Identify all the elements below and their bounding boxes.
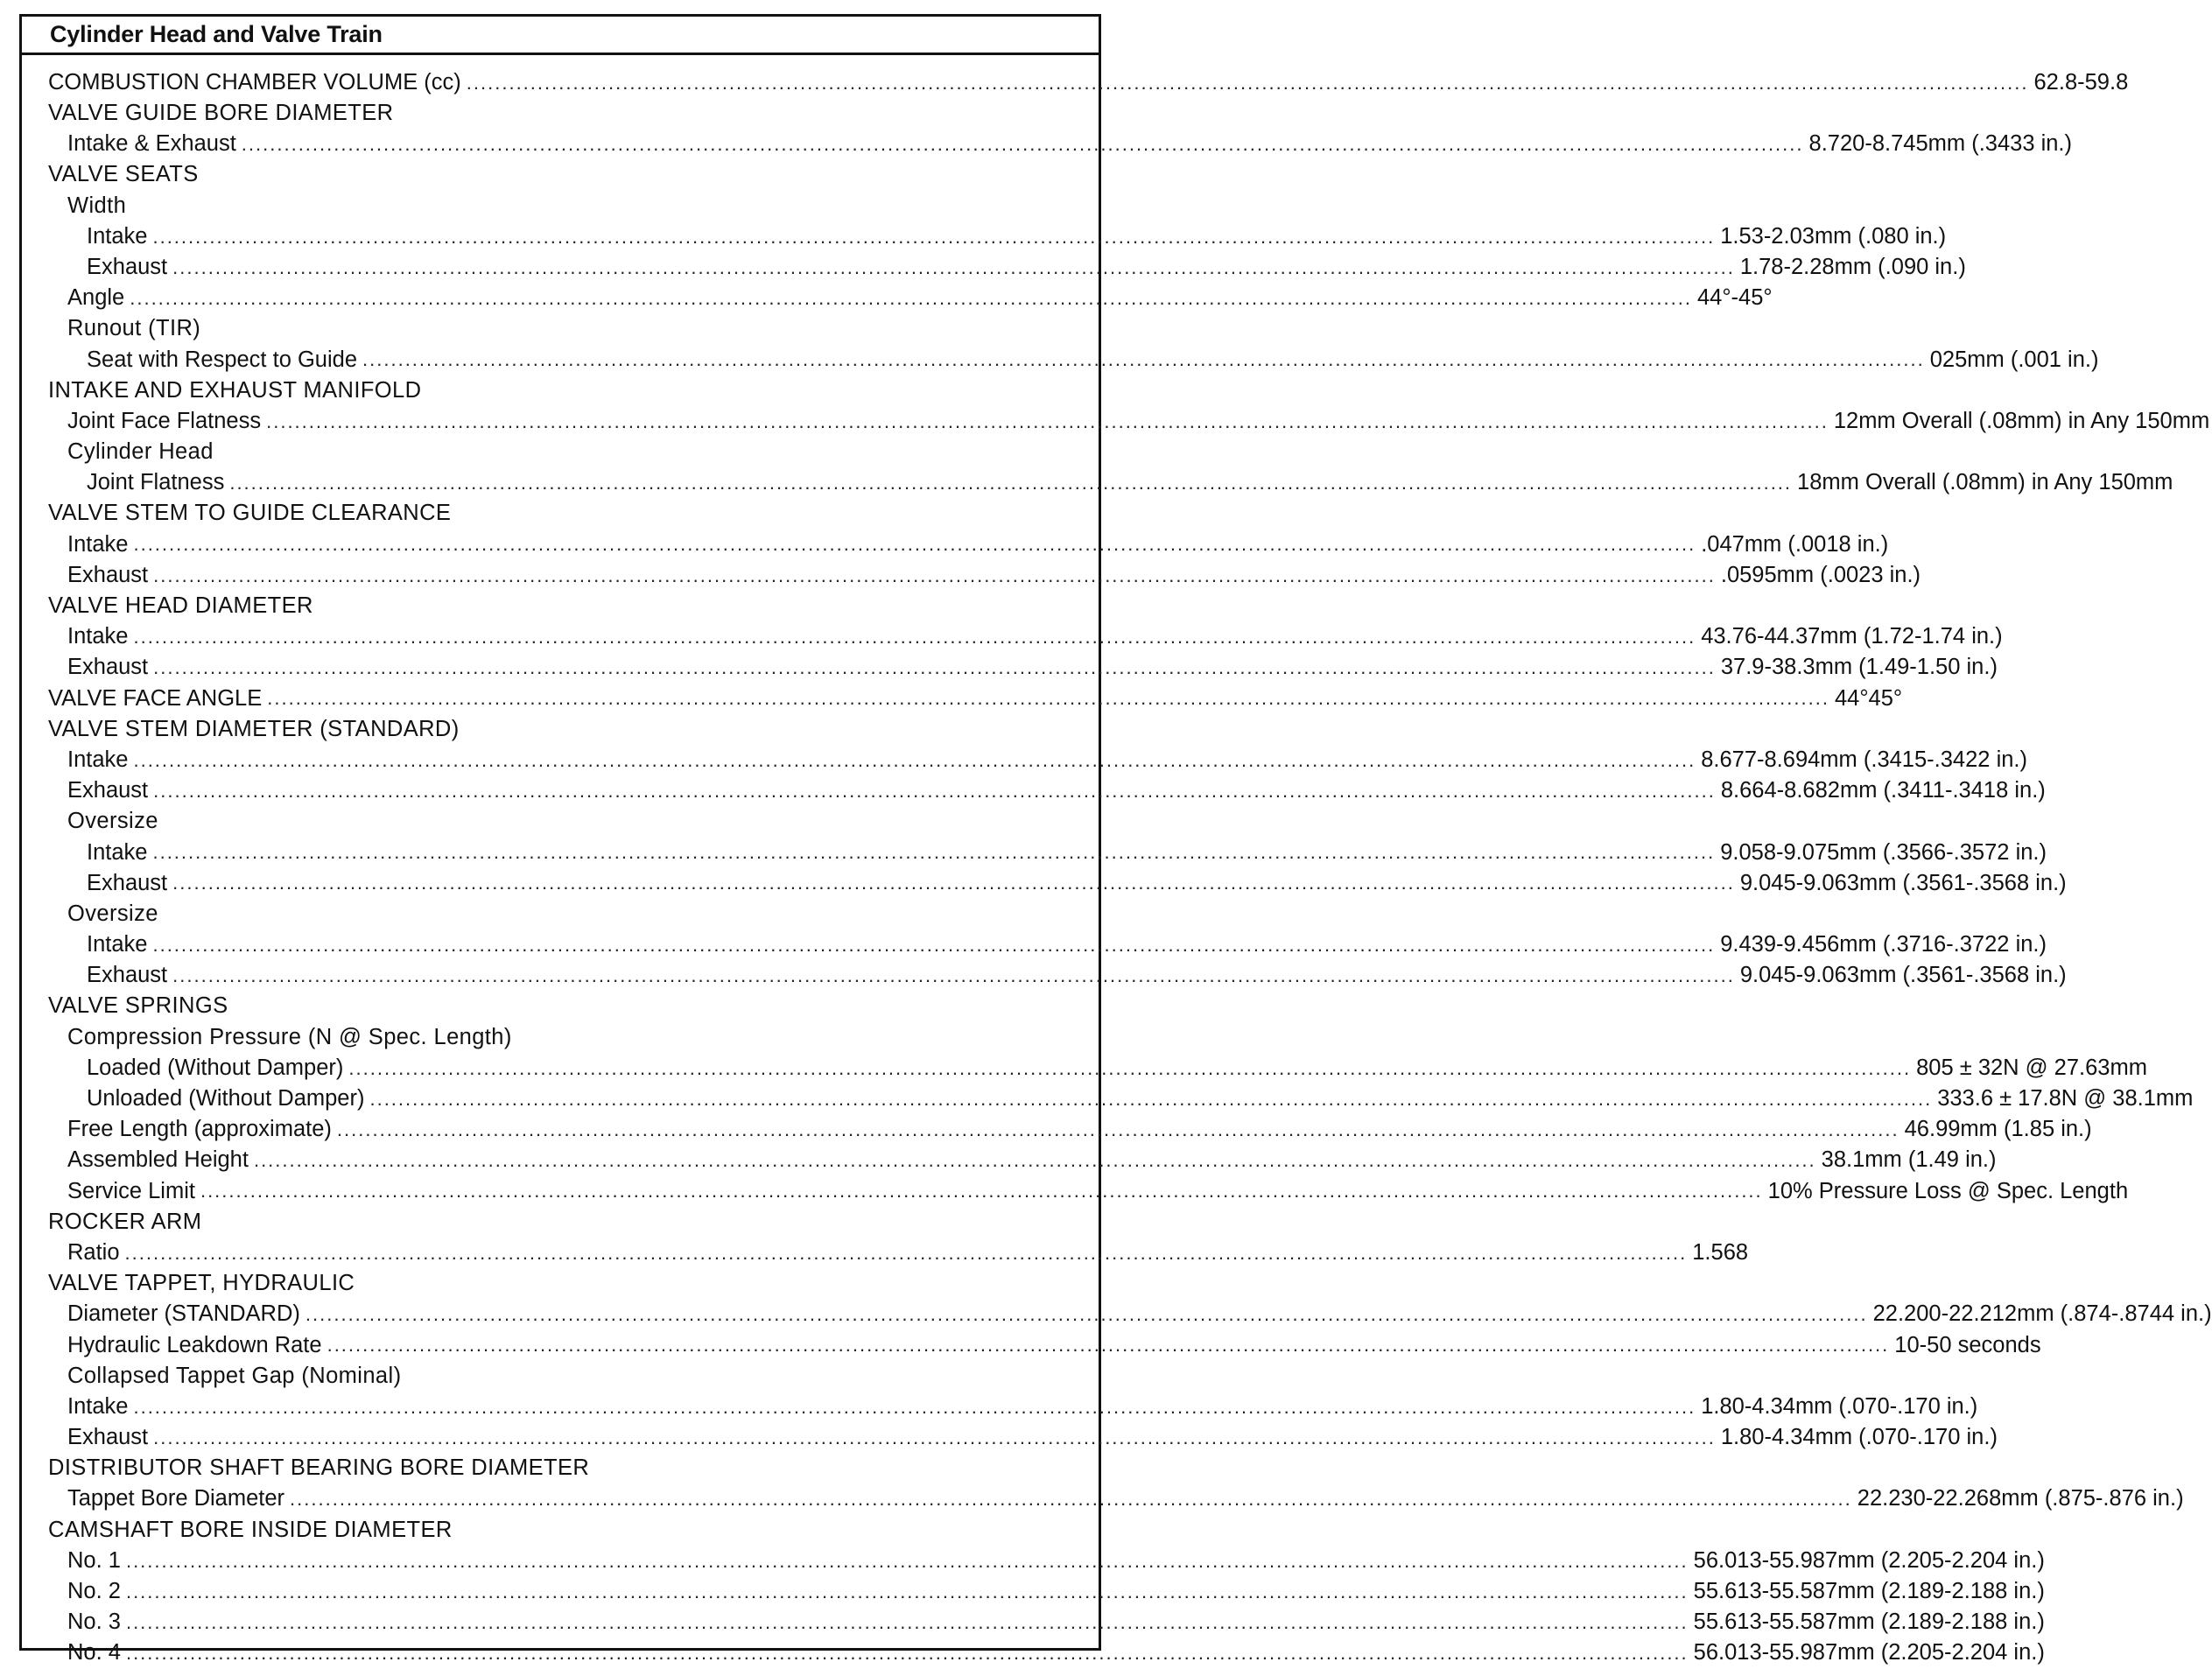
spec-row <box>22 499 1099 529</box>
dot-leader: ............................................................................................................................................................................................................................ <box>153 779 1716 802</box>
spec-value: 1.53-2.03mm (.080 in.) <box>1720 223 1947 249</box>
spec-value: 8.720-8.745mm (.3433 in.) <box>1808 131 2073 157</box>
spec-label: Intake <box>67 747 129 772</box>
spec-value: 9.045-9.063mm (.3561-.3568 in.) <box>1739 870 2067 895</box>
spec-label: Loaded (Without Damper) <box>87 1055 344 1080</box>
dot-leader: ............................................................................................................................................................................................................................ <box>172 256 1735 278</box>
spec-value: 1.568 <box>1692 1239 1749 1265</box>
spec-value: .0595mm (.0023 in.) <box>1720 562 1921 587</box>
spec-label: COMBUSTION CHAMBER VOLUME (cc) <box>48 69 461 95</box>
dot-leader: ............................................................................................................................................................................................................................ <box>267 687 1829 710</box>
spec-row <box>22 1207 1099 1238</box>
spec-row <box>22 1053 2147 1083</box>
dot-leader: ............................................................................................................................................................................................................................ <box>130 286 1692 309</box>
spec-label: Oversize <box>67 809 158 834</box>
spec-label: Intake & Exhaust <box>67 131 236 157</box>
dot-leader: ............................................................................................................................................................................................................................ <box>327 1334 1890 1357</box>
dot-leader: ............................................................................................................................................................................................................................ <box>133 748 1696 771</box>
spec-row <box>22 529 1889 560</box>
spec-label: VALVE STEM TO GUIDE CLEARANCE <box>48 501 452 526</box>
spec-label: Oversize <box>67 901 158 926</box>
spec-value: 56.013-55.987mm (2.205-2.204 in.) <box>1693 1640 2045 1665</box>
spec-label: Runout (TIR) <box>67 316 201 341</box>
table-title: Cylinder Head and Valve Train <box>22 17 1099 55</box>
spec-row <box>22 221 1947 252</box>
spec-value: 9.058-9.075mm (.3566-.3572 in.) <box>1720 839 2047 865</box>
dot-leader: ............................................................................................................................................................................................................................ <box>200 1180 1763 1203</box>
dot-leader: ............................................................................................................................................................................................................................ <box>133 533 1696 556</box>
dot-leader: ............................................................................................................................................................................................................................ <box>172 872 1735 894</box>
dot-leader: ............................................................................................................................................................................................................................ <box>266 410 1829 432</box>
dot-leader: ............................................................................................................................................................................................................................ <box>369 1087 1933 1110</box>
spec-row <box>22 1453 1099 1483</box>
spec-label: VALVE FACE ANGLE <box>48 685 263 711</box>
dot-leader: ............................................................................................................................................................................................................................ <box>229 472 1793 494</box>
spec-value: 38.1mm (1.49 in.) <box>1821 1147 1997 1173</box>
dot-leader: ............................................................................................................................................................................................................................ <box>305 1303 1868 1326</box>
spec-row <box>22 314 1099 345</box>
spec-value: 8.677-8.694mm (.3415-.3422 in.) <box>1701 747 2027 772</box>
spec-value: 9.439-9.456mm (.3716-.3722 in.) <box>1720 932 2047 957</box>
spec-label: Intake <box>67 624 129 649</box>
spec-label: Intake <box>87 839 148 865</box>
dot-leader: ............................................................................................................................................................................................................................ <box>152 225 1716 248</box>
spec-row <box>22 1083 2194 1114</box>
spec-label: VALVE STEM DIAMETER (STANDARD) <box>48 716 460 741</box>
spec-value: 1.80-4.34mm (.070-.170 in.) <box>1701 1393 1978 1419</box>
spec-row <box>22 838 2047 868</box>
spec-label: VALVE TAPPET, HYDRAULIC <box>48 1271 355 1296</box>
dot-leader: ............................................................................................................................................................................................................................ <box>124 1241 1688 1264</box>
spec-row <box>22 560 1921 591</box>
spec-label: VALVE SEATS <box>48 162 199 187</box>
spec-value: 44°45° <box>1834 685 1903 711</box>
spec-row <box>22 191 1099 221</box>
spec-row <box>22 899 1099 929</box>
dot-leader: ............................................................................................................................................................................................................................ <box>466 71 2029 94</box>
dot-leader: ............................................................................................................................................................................................................................ <box>336 1118 1900 1140</box>
spec-row <box>22 1268 1099 1299</box>
spec-row <box>22 714 1099 745</box>
dot-leader: ............................................................................................................................................................................................................................ <box>153 656 1716 679</box>
spec-label: Diameter (STANDARD) <box>67 1301 300 1327</box>
spec-label: Assembled Height <box>67 1147 249 1173</box>
spec-row <box>22 98 1099 129</box>
spec-row <box>22 684 1903 714</box>
spec-label: VALVE GUIDE BORE DIAMETER <box>48 101 394 126</box>
spec-row <box>22 129 2073 159</box>
spec-label: No. 1 <box>67 1547 121 1573</box>
dot-leader: ............................................................................................................................................................................................................................ <box>125 1610 1689 1633</box>
spec-rows <box>22 67 2212 1669</box>
spec-value: 1.78-2.28mm (.090 in.) <box>1739 254 1966 279</box>
dot-leader: ............................................................................................................................................................................................................................ <box>125 1580 1689 1602</box>
spec-row <box>22 1576 2045 1607</box>
dot-leader: ............................................................................................................................................................................................................................ <box>172 964 1735 987</box>
spec-row <box>22 252 1966 283</box>
spec-label: Exhaust <box>67 1425 149 1450</box>
spec-value: 55.613-55.587mm (2.189-2.188 in.) <box>1693 1579 2045 1604</box>
spec-label: Angle <box>67 285 125 311</box>
spec-row <box>22 406 2210 437</box>
spec-table <box>19 14 2212 1665</box>
dot-leader: ............................................................................................................................................................................................................................ <box>125 1549 1689 1572</box>
spec-label: Intake <box>67 531 129 557</box>
spec-row <box>22 653 1998 684</box>
spec-label: Exhaust <box>67 562 149 587</box>
spec-label: No. 2 <box>67 1579 121 1604</box>
spec-row <box>22 1515 1099 1546</box>
spec-label: No. 3 <box>67 1609 121 1635</box>
spec-label: VALVE HEAD DIAMETER <box>48 593 313 619</box>
spec-value: 1.80-4.34mm (.070-.170 in.) <box>1720 1425 1998 1450</box>
spec-label: VALVE SPRINGS <box>48 993 228 1019</box>
spec-value: 37.9-38.3mm (1.49-1.50 in.) <box>1720 655 1998 680</box>
spec-row <box>22 992 1099 1022</box>
spec-row <box>22 437 1099 467</box>
spec-label: Tappet Bore Diameter <box>67 1486 285 1511</box>
spec-value: .047mm (.0018 in.) <box>1701 531 1889 557</box>
spec-label: Service Limit <box>67 1178 195 1203</box>
dot-leader: ............................................................................................................................................................................................................................ <box>253 1149 1816 1172</box>
dot-leader: ............................................................................................................................................................................................................................ <box>152 933 1716 956</box>
spec-label: Collapsed Tappet Gap (Nominal) <box>67 1363 402 1388</box>
spec-row <box>22 1238 1749 1268</box>
spec-value: 44°-45° <box>1696 285 1773 311</box>
spec-label: Intake <box>87 223 148 249</box>
dot-leader: ............................................................................................................................................................................................................................ <box>362 348 1925 371</box>
spec-row <box>22 745 2027 775</box>
spec-value: 46.99mm (1.85 in.) <box>1904 1117 2092 1142</box>
spec-value: 9.045-9.063mm (.3561-.3568 in.) <box>1739 963 2067 988</box>
dot-leader: ............................................................................................................................................................................................................................ <box>133 1395 1696 1418</box>
spec-label: Exhaust <box>67 655 149 680</box>
spec-row <box>22 1484 2184 1515</box>
spec-row <box>22 1361 1099 1392</box>
spec-label: Hydraulic Leakdown Rate <box>67 1332 322 1357</box>
spec-label: CAMSHAFT BORE INSIDE DIAMETER <box>48 1517 453 1542</box>
spec-row <box>22 1022 1099 1053</box>
dot-leader: ............................................................................................................................................................................................................................ <box>152 841 1716 864</box>
dot-leader: ............................................................................................................................................................................................................................ <box>153 1426 1716 1448</box>
spec-row <box>22 929 2047 960</box>
spec-row <box>22 1422 1998 1453</box>
spec-row <box>22 960 2067 991</box>
spec-row <box>22 67 2129 98</box>
spec-label: Unloaded (Without Damper) <box>87 1086 365 1111</box>
spec-label: Joint Face Flatness <box>67 408 262 433</box>
spec-row <box>22 1114 2092 1145</box>
spec-label: Seat with Respect to Guide <box>87 347 358 372</box>
dot-leader: ............................................................................................................................................................................................................................ <box>241 132 1804 155</box>
spec-row <box>22 621 2003 652</box>
spec-row <box>22 1638 2045 1669</box>
spec-label: No. 4 <box>67 1640 121 1665</box>
spec-row <box>22 1300 2212 1330</box>
spec-label: Cylinder Head <box>67 439 214 465</box>
spec-row <box>22 375 1099 406</box>
spec-value: 12mm Overall (.08mm) in Any 150mm <box>1833 408 2210 433</box>
spec-label: Joint Flatness <box>87 470 225 495</box>
spec-label: Exhaust <box>87 963 168 988</box>
spec-value: 025mm (.001 in.) <box>1929 347 2099 372</box>
spec-row <box>22 160 1099 191</box>
spec-row <box>22 1546 2045 1576</box>
spec-row <box>22 283 1773 313</box>
spec-label: Compression Pressure (N @ Spec. Length) <box>67 1024 512 1049</box>
spec-row <box>22 1146 1997 1176</box>
spec-value: 18mm Overall (.08mm) in Any 150mm <box>1797 470 2173 495</box>
spec-row <box>22 591 1099 621</box>
spec-row <box>22 345 2099 375</box>
spec-label: Width <box>67 193 127 218</box>
spec-label: Intake <box>67 1393 129 1419</box>
spec-row <box>22 1176 2129 1207</box>
dot-leader: ............................................................................................................................................................................................................................ <box>348 1056 1912 1079</box>
spec-label: Free Length (approximate) <box>67 1117 332 1142</box>
spec-label: Exhaust <box>67 778 149 803</box>
spec-value: 805 ± 32N @ 27.63mm <box>1916 1055 2147 1080</box>
spec-value: 55.613-55.587mm (2.189-2.188 in.) <box>1693 1609 2045 1635</box>
spec-row <box>22 467 2173 498</box>
spec-value: 22.200-22.212mm (.874-.8744 in.) <box>1872 1301 2212 1327</box>
dot-leader: ............................................................................................................................................................................................................................ <box>133 625 1696 648</box>
spec-row <box>22 1330 2041 1361</box>
spec-label: ROCKER ARM <box>48 1209 202 1234</box>
spec-label: INTAKE AND EXHAUST MANIFOLD <box>48 377 422 403</box>
spec-label: DISTRIBUTOR SHAFT BEARING BORE DIAMETER <box>48 1455 590 1481</box>
spec-label: Exhaust <box>87 254 168 279</box>
spec-row <box>22 1392 1978 1422</box>
spec-label: Ratio <box>67 1239 120 1265</box>
spec-value: 43.76-44.37mm (1.72-1.74 in.) <box>1701 624 2003 649</box>
spec-row <box>22 807 1099 838</box>
spec-row <box>22 868 2067 899</box>
spec-value: 56.013-55.987mm (2.205-2.204 in.) <box>1693 1547 2045 1573</box>
spec-value: 22.230-22.268mm (.875-.876 in.) <box>1857 1486 2184 1511</box>
spec-value: 10-50 seconds <box>1894 1332 2041 1357</box>
spec-row <box>22 775 2046 806</box>
spec-row <box>22 1607 2045 1637</box>
spec-label: Exhaust <box>87 870 168 895</box>
spec-value: 8.664-8.682mm (.3411-.3418 in.) <box>1720 778 2046 803</box>
dot-leader: ............................................................................................................................................................................................................................ <box>290 1488 1852 1511</box>
spec-label: Intake <box>87 932 148 957</box>
spec-value: 333.6 ± 17.8N @ 38.1mm <box>1937 1086 2194 1111</box>
spec-value: 62.8-59.8 <box>2033 69 2129 95</box>
dot-leader: ............................................................................................................................................................................................................................ <box>125 1642 1689 1665</box>
dot-leader: ............................................................................................................................................................................................................................ <box>153 564 1716 586</box>
spec-value: 10% Pressure Loss @ Spec. Length <box>1767 1178 2129 1203</box>
